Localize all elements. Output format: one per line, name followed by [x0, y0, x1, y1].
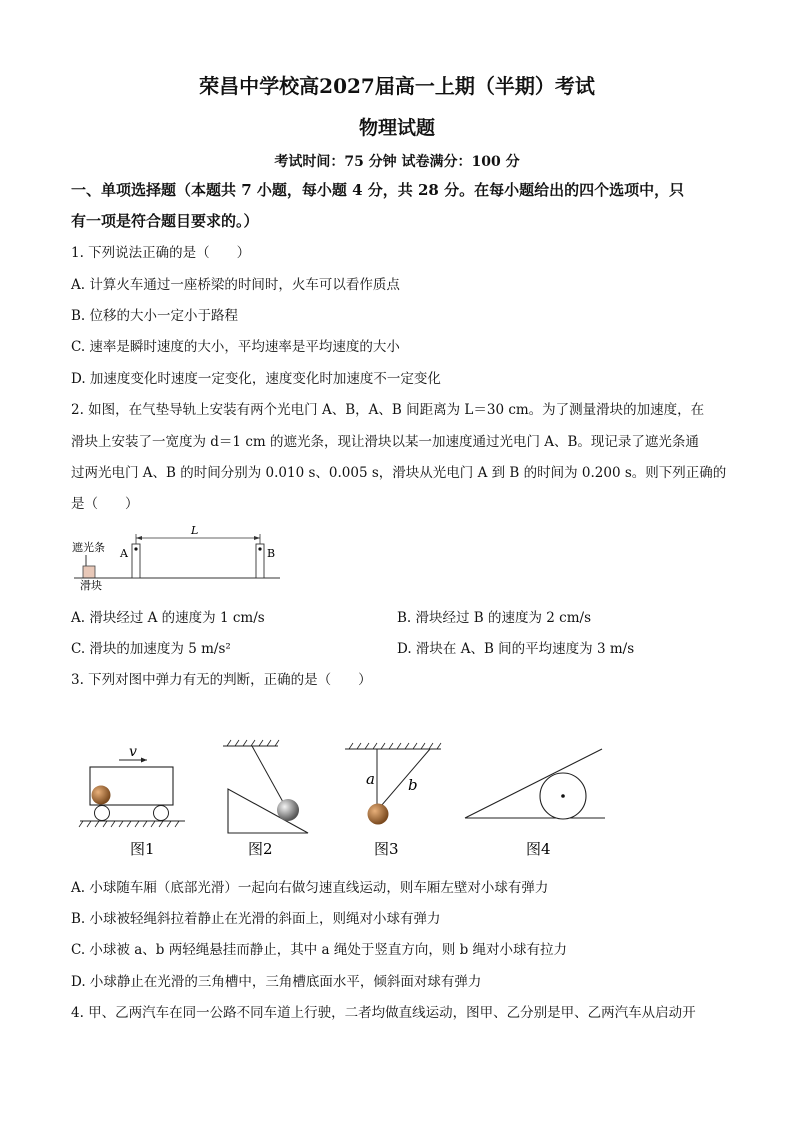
q2-option-c: C. 滑块的加速度为 5 m/s²	[71, 641, 231, 657]
q3-option-a: A. 小球随车厢（底部光滑）一起向右做匀速直线运动，则车厢左壁对小球有弹力	[71, 880, 549, 896]
figure-1-cart	[79, 744, 185, 827]
slider-block	[83, 566, 95, 578]
q4-stem-line1: 4. 甲、乙两汽车在同一公路不同车道上行驶，二者均做直线运动，图甲、乙分别是甲、乙两汽车从启动开	[71, 1005, 696, 1021]
q2-option-b: B. 滑块经过 B 的速度为 2 cm/s	[397, 610, 592, 626]
q2-stem-line3: 过两光电门 A、B 的时间分别为 0.010 s、0.005 s，滑块从光电门 A 到 B 的时间为 0.200 s。则下列正确的	[71, 465, 727, 481]
paper-subtitle: 物理试题	[358, 117, 435, 139]
rope-a-label: a	[366, 770, 375, 788]
q1-option-d: D. 加速度变化时速度一定变化，速度变化时加速度不一定变化	[71, 371, 441, 387]
q2-option-d: D. 滑块在 A、B 间的平均速度为 3 m/s	[397, 641, 635, 657]
q1-stem: 1. 下列说法正确的是（ ）	[71, 245, 251, 261]
strip-label: 遮光条	[72, 541, 105, 554]
q1-option-b: B. 位移的大小一定小于路程	[71, 308, 239, 324]
q2-figure	[70, 522, 285, 594]
ball-icon	[368, 804, 389, 825]
q2-stem-line2: 滑块上安装了一宽度为 d＝1 cm 的遮光条，现让滑块以某一加速度通过光电门 A、B。现记录了遮光条通	[71, 434, 699, 450]
ball-icon	[277, 799, 299, 821]
caption-figure-4: 图4	[526, 840, 551, 858]
caption-figure-2: 图2	[248, 840, 273, 858]
section-heading: 一、单项选择题（本题共 7 小题，每小题 4 分，共 28 分。在每小题给出的四个选项中，只	[71, 181, 685, 199]
figure-2-incline	[223, 740, 308, 833]
q3-stem: 3. 下列对图中弹力有无的判断，正确的是（ ）	[71, 672, 372, 688]
section-heading-cont: 有一项是符合题目要求的。）	[71, 212, 259, 230]
q3-option-d: D. 小球静止在光滑的三角槽中，三角槽底面水平，倾斜面对球有弹力	[71, 974, 482, 990]
q1-option-c: C. 速率是瞬时速度的大小，平均速率是平均速度的大小	[71, 339, 400, 355]
velocity-label: v	[129, 744, 137, 760]
exam-title: 荣昌中学校高2027届高一上期（半期）考试	[199, 74, 595, 98]
q2-stem-line1: 2. 如图，在气垫导轨上安装有两个光电门 A、B，A、B 间距离为 L＝30 cm。为了测量滑块的加速度，在	[71, 402, 705, 418]
ball-icon	[92, 786, 111, 805]
caption-figure-3: 图3	[374, 840, 399, 858]
distance-label: L	[191, 524, 199, 537]
q2-stem-line4: 是（ ）	[71, 496, 139, 512]
block-label: 滑块	[80, 579, 102, 592]
q1-option-a: A. 计算火车通过一座桥梁的时间时，火车可以看作质点	[71, 277, 400, 293]
q3-figures	[75, 738, 615, 863]
figure-4-groove	[465, 749, 605, 819]
q2-option-a: A. 滑块经过 A 的速度为 1 cm/s	[71, 610, 265, 626]
figure-3-hanging	[345, 743, 441, 825]
gate-b-label: B	[267, 547, 276, 560]
rope-b-label: b	[408, 776, 418, 794]
caption-figure-1: 图1	[130, 840, 155, 858]
gate-a-label: A	[120, 547, 128, 560]
q3-option-b: B. 小球被轻绳斜拉着静止在光滑的斜面上，则绳对小球有弹力	[71, 911, 441, 927]
q3-option-c: C. 小球被 a、b 两轻绳悬挂而静止，其中 a 绳处于竖直方向，则 b 绳对小球有拉力	[71, 942, 568, 958]
exam-info: 考试时间：75 分钟 试卷满分：100 分	[274, 154, 520, 170]
